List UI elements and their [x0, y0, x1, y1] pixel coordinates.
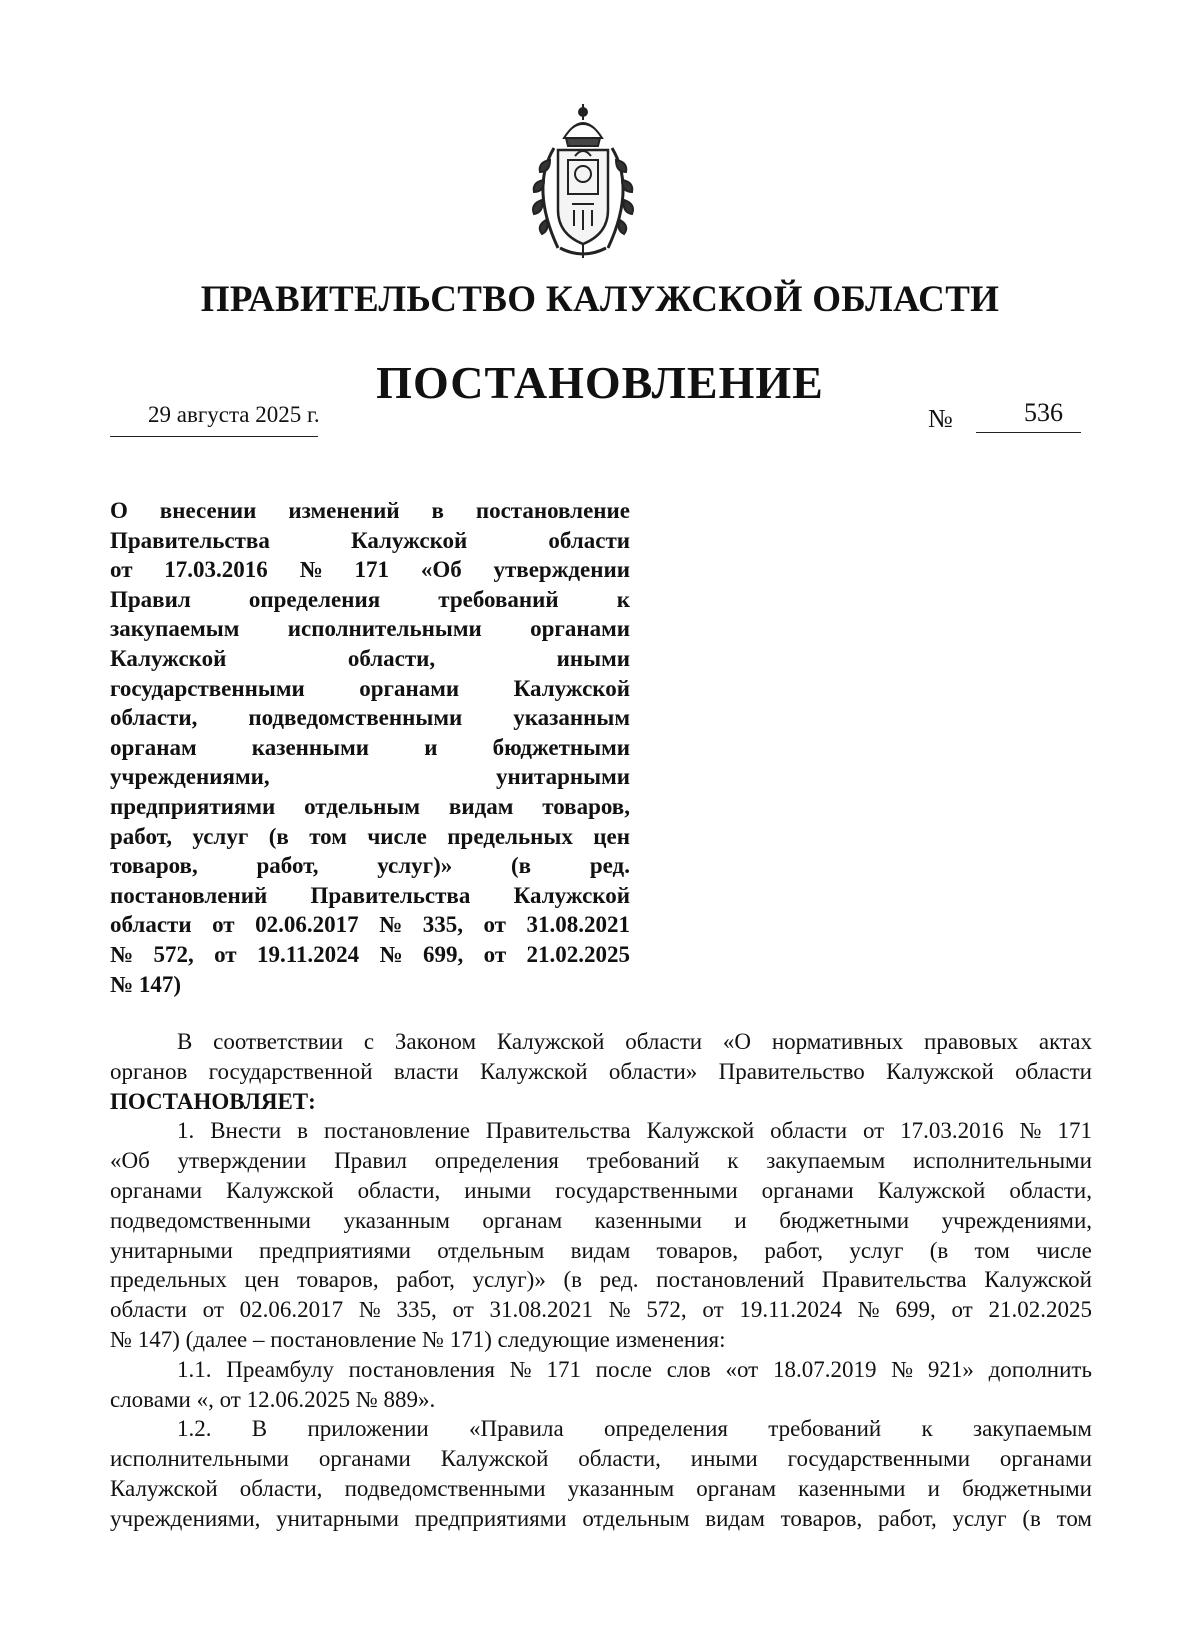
title-line: учреждениями, унитарными — [110, 764, 630, 790]
date-underline — [110, 436, 318, 437]
body-line: 1.2. В приложении «Правила определения требований к закупаемым — [177, 1416, 1092, 1442]
number-underline — [976, 432, 1081, 433]
body-line: органов государственной власти Калужской области» Правительство Калужской области — [110, 1058, 1092, 1084]
body-line: ПОСТАНОВЛЯЕТ: — [110, 1088, 316, 1114]
document-number: 536 — [1024, 398, 1063, 427]
title-line: товаров, работ, услуг)» (в ред. — [110, 853, 630, 879]
title-line: государственными органами Калужской — [110, 675, 630, 701]
title-line: области, подведомственными указанным — [110, 705, 630, 731]
title-line: от 17.03.2016 № 171 «Об утверждении — [110, 557, 630, 583]
title-line: Правительства Калужской области — [110, 527, 630, 553]
body-line: № 147) (далее – постановление № 171) следующие изменения: — [110, 1326, 726, 1352]
number-sign: № — [928, 404, 953, 433]
body-line: унитарными предприятиями отдельным видам товаров, работ, услуг (в том числе — [110, 1237, 1092, 1263]
organization-name: ПРАВИТЕЛЬСТВО КАЛУЖСКОЙ ОБЛАСТИ — [200, 279, 1000, 320]
body-line: «Об утверждении Правил определения требований к закупаемым исполнительными — [110, 1148, 1092, 1174]
body-line: 1.1. Преамбулу постановления № 171 после слов «от 18.07.2019 № 921» дополнить — [177, 1356, 1092, 1382]
title-line: области от 02.06.2017 № 335, от 31.08.2021 — [110, 912, 630, 938]
body-line: предельных цен товаров, работ, услуг)» (в ред. постановлений Правительства Калужской — [110, 1267, 1092, 1293]
title-line: работ, услуг (в том числе предельных цен — [110, 823, 630, 849]
coat-of-arms-icon — [520, 98, 646, 262]
document-date: 29 августа 2025 г. — [148, 402, 320, 427]
document-title — [110, 496, 630, 999]
document-type: ПОСТАНОВЛЕНИЕ — [376, 357, 824, 408]
title-line: О внесении изменений в постановление — [110, 498, 630, 523]
title-line: предприятиями отдельным видам товаров, — [110, 793, 630, 819]
title-line: Правил определения требований к — [110, 586, 630, 612]
body-line: подведомственными указанным органам казенными и бюджетными учреждениями, — [110, 1207, 1092, 1233]
title-line: постановлений Правительства Калужской — [110, 882, 630, 908]
body-line: В соответствии с Законом Калужской области «О нормативных правовых актах — [177, 1029, 1092, 1054]
body-line: исполнительными органами Калужской области, иными государственными органами — [110, 1446, 1092, 1472]
title-line: № 572, от 19.11.2024 № 699, от 21.02.2025 — [110, 941, 630, 967]
title-line: № 147) — [110, 971, 182, 997]
title-line: органам казенными и бюджетными — [110, 734, 630, 760]
body-line: учреждениями, унитарными предприятиями отдельным видам товаров, работ, услуг (в том — [110, 1505, 1092, 1531]
body-line: 1. Внести в постановление Правительства Калужской области от 17.03.2016 № 171 — [177, 1118, 1092, 1144]
body-line: словами «, от 12.06.2025 № 889». — [110, 1386, 436, 1412]
document-body — [110, 1027, 1092, 1534]
body-line: органами Калужской области, иными государственными органами Калужской области, — [110, 1177, 1092, 1203]
body-line: Калужской области, подведомственными указанным органам казенными и бюджетными — [110, 1475, 1092, 1501]
title-line: закупаемым исполнительными органами — [110, 616, 630, 642]
body-line: области от 02.06.2017 № 335, от 31.08.2021 № 572, от 19.11.2024 № 699, от 21.02.2025 — [110, 1297, 1092, 1323]
title-line: Калужской области, иными — [110, 645, 630, 671]
